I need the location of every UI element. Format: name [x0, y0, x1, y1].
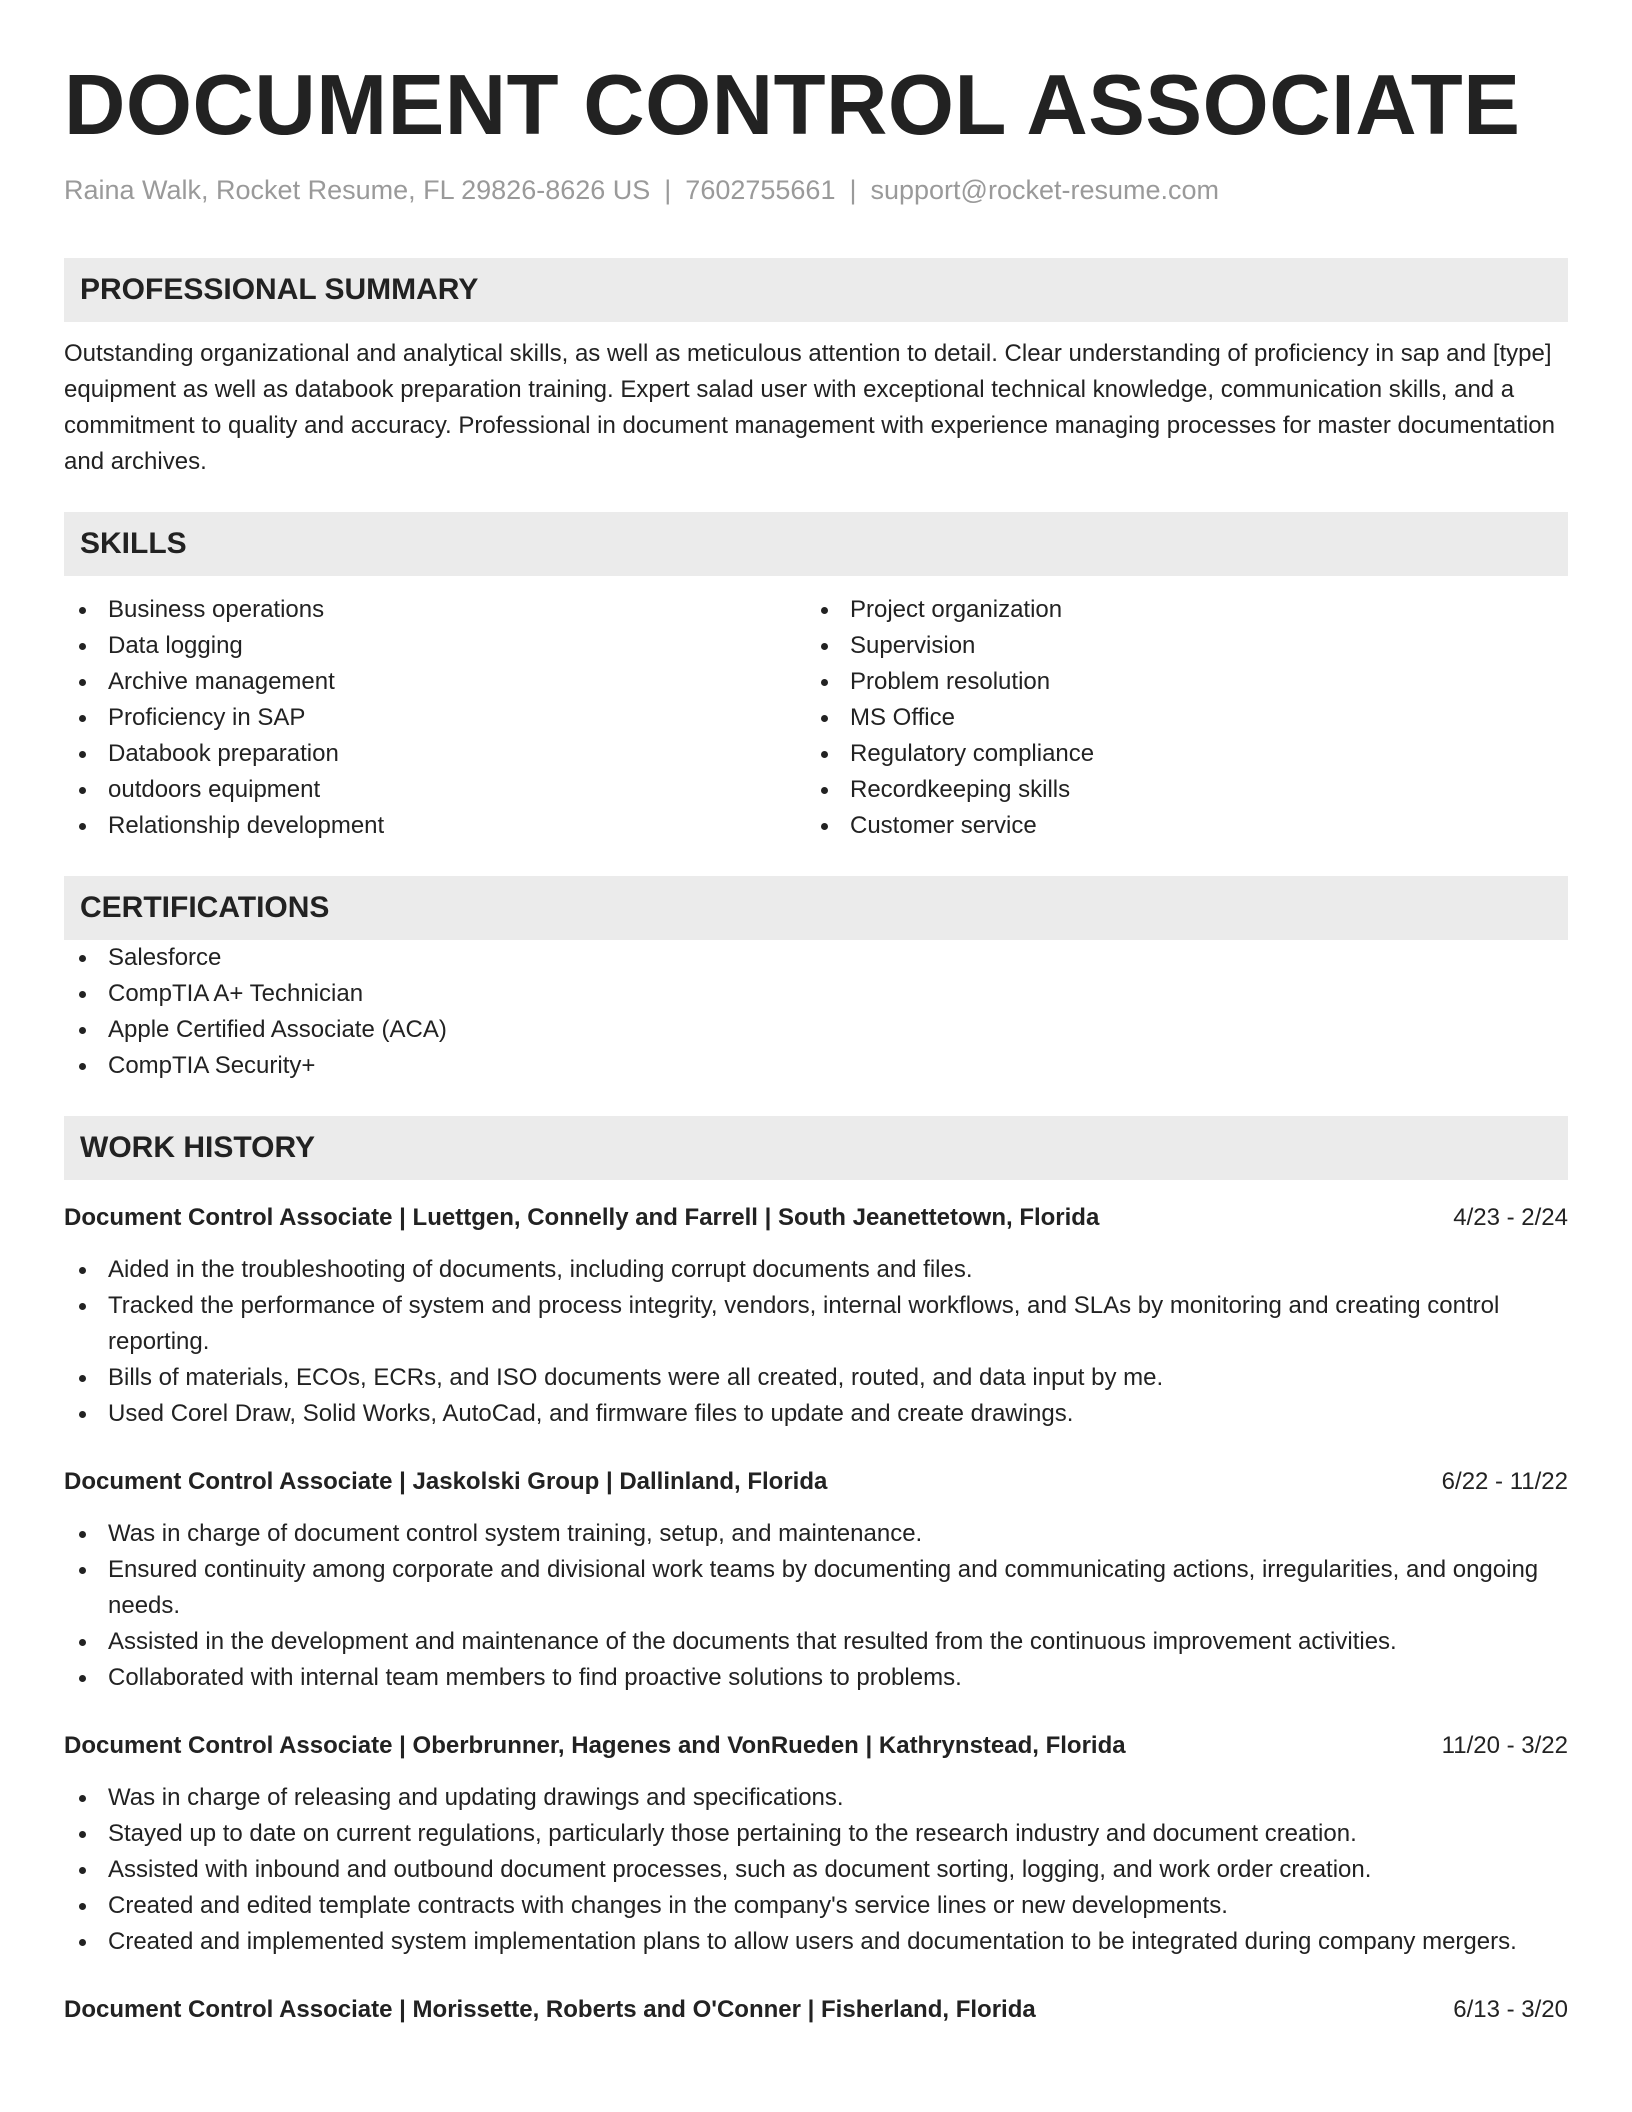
skill-item: Supervision — [806, 628, 1548, 664]
job-duty: Was in charge of releasing and updating drawings and specifications. — [64, 1780, 1568, 1816]
certification-item: Salesforce — [64, 940, 1568, 976]
skills-column-right — [806, 592, 1548, 844]
job-duty: Tracked the performance of system and process integrity, vendors, internal workflows, and SLAs by monitoring and creating control reporting. — [64, 1288, 1568, 1360]
job-header — [64, 1200, 1568, 1236]
job-header — [64, 1728, 1568, 1764]
skill-item: Problem resolution — [806, 664, 1548, 700]
work-history-heading: WORK HISTORY — [64, 1116, 1568, 1180]
certification-item: CompTIA Security+ — [64, 1048, 1568, 1084]
job-duty: Used Corel Draw, Solid Works, AutoCad, and firmware files to update and create drawings. — [64, 1396, 1568, 1432]
job-title: Document Control Associate | Jaskolski Group | Dallinland, Florida — [64, 1468, 828, 1495]
skill-item: Regulatory compliance — [806, 736, 1548, 772]
skill-item: Customer service — [806, 808, 1548, 844]
contact-address: Raina Walk, Rocket Resume, FL 29826-8626 US — [64, 175, 651, 205]
job-duty: Assisted with inbound and outbound document processes, such as document sorting, logging, and work order creation. — [64, 1852, 1568, 1888]
job-duty: Created and edited template contracts with changes in the company's service lines or new developments. — [64, 1888, 1568, 1924]
certification-item: CompTIA A+ Technician — [64, 976, 1568, 1012]
skill-item: MS Office — [806, 700, 1548, 736]
contact-email: support@rocket-resume.com — [870, 175, 1220, 205]
skills-list-right — [806, 592, 1548, 844]
job-entry — [64, 1728, 1568, 1960]
resume-page — [64, 0, 1568, 2028]
work-history-list — [64, 1200, 1568, 2028]
job-dates: 6/13 - 3/20 — [1453, 1996, 1568, 2023]
skills-list-left — [64, 592, 806, 844]
job-dates: 6/22 - 11/22 — [1441, 1468, 1568, 1495]
skill-item: Databook preparation — [64, 736, 806, 772]
job-duty: Stayed up to date on current regulations, particularly those pertaining to the research industry and document creation. — [64, 1816, 1568, 1852]
job-duty: Assisted in the development and maintenance of the documents that resulted from the continuous improvement activities. — [64, 1624, 1568, 1660]
skill-item: Recordkeeping skills — [806, 772, 1548, 808]
skill-item: Business operations — [64, 592, 806, 628]
job-title: Document Control Associate | Oberbrunner, Hagenes and VonRueden | Kathrynstead, Florida — [64, 1732, 1126, 1759]
contact-separator: | — [849, 175, 857, 205]
skill-item: outdoors equipment — [64, 772, 806, 808]
skills-heading: SKILLS — [64, 512, 1568, 576]
skills-column-left — [64, 592, 806, 844]
job-dates: 11/20 - 3/22 — [1441, 1732, 1568, 1759]
resume-title: DOCUMENT CONTROL ASSOCIATE — [64, 58, 1521, 153]
certifications-heading: CERTIFICATIONS — [64, 876, 1568, 940]
job-duties — [64, 1252, 1568, 1432]
job-entry — [64, 1200, 1568, 1432]
summary-text: Outstanding organizational and analytical skills, as well as meticulous attention to detail. Clear understanding of proficiency in sap and [type] equipment as well as databook preparation training. Expert salad user with exceptional technical knowledge, communication skills, and a commitment to quality and accuracy. Professional in document management with experience managing processes for master documentation and archives. — [64, 340, 1555, 475]
job-dates: 4/23 - 2/24 — [1453, 1204, 1568, 1231]
certifications-list — [64, 940, 1568, 1084]
job-title: Document Control Associate | Luettgen, Connelly and Farrell | South Jeanettetown, Florida — [64, 1204, 1100, 1231]
job-duty: Aided in the troubleshooting of documents, including corrupt documents and files. — [64, 1252, 1568, 1288]
contact-separator: | — [664, 175, 672, 205]
job-duty: Collaborated with internal team members to find proactive solutions to problems. — [64, 1660, 1568, 1696]
job-entry — [64, 1992, 1568, 2028]
skill-item: Data logging — [64, 628, 806, 664]
job-duty: Bills of materials, ECOs, ECRs, and ISO documents were all created, routed, and data input by me. — [64, 1360, 1568, 1396]
skill-item: Relationship development — [64, 808, 806, 844]
job-header — [64, 1992, 1568, 2028]
job-duty: Was in charge of document control system training, setup, and maintenance. — [64, 1516, 1568, 1552]
job-duty: Created and implemented system implementation plans to allow users and documentation to be integrated during company mergers. — [64, 1924, 1568, 1960]
job-duties — [64, 1516, 1568, 1696]
job-entry — [64, 1464, 1568, 1696]
skill-item: Archive management — [64, 664, 806, 700]
certification-item: Apple Certified Associate (ACA) — [64, 1012, 1568, 1048]
skill-item: Project organization — [806, 592, 1548, 628]
job-title: Document Control Associate | Morissette, Roberts and O'Conner | Fisherland, Florida — [64, 1996, 1036, 2023]
skill-item: Proficiency in SAP — [64, 700, 806, 736]
skills-columns — [64, 592, 1568, 844]
job-header — [64, 1464, 1568, 1500]
contact-phone: 7602755661 — [685, 175, 836, 205]
contact-line — [64, 172, 1568, 208]
summary-heading: PROFESSIONAL SUMMARY — [64, 258, 1568, 322]
job-duty: Ensured continuity among corporate and divisional work teams by documenting and communicating actions, irregularities, and ongoing needs. — [64, 1552, 1568, 1624]
job-duties — [64, 1780, 1568, 1960]
